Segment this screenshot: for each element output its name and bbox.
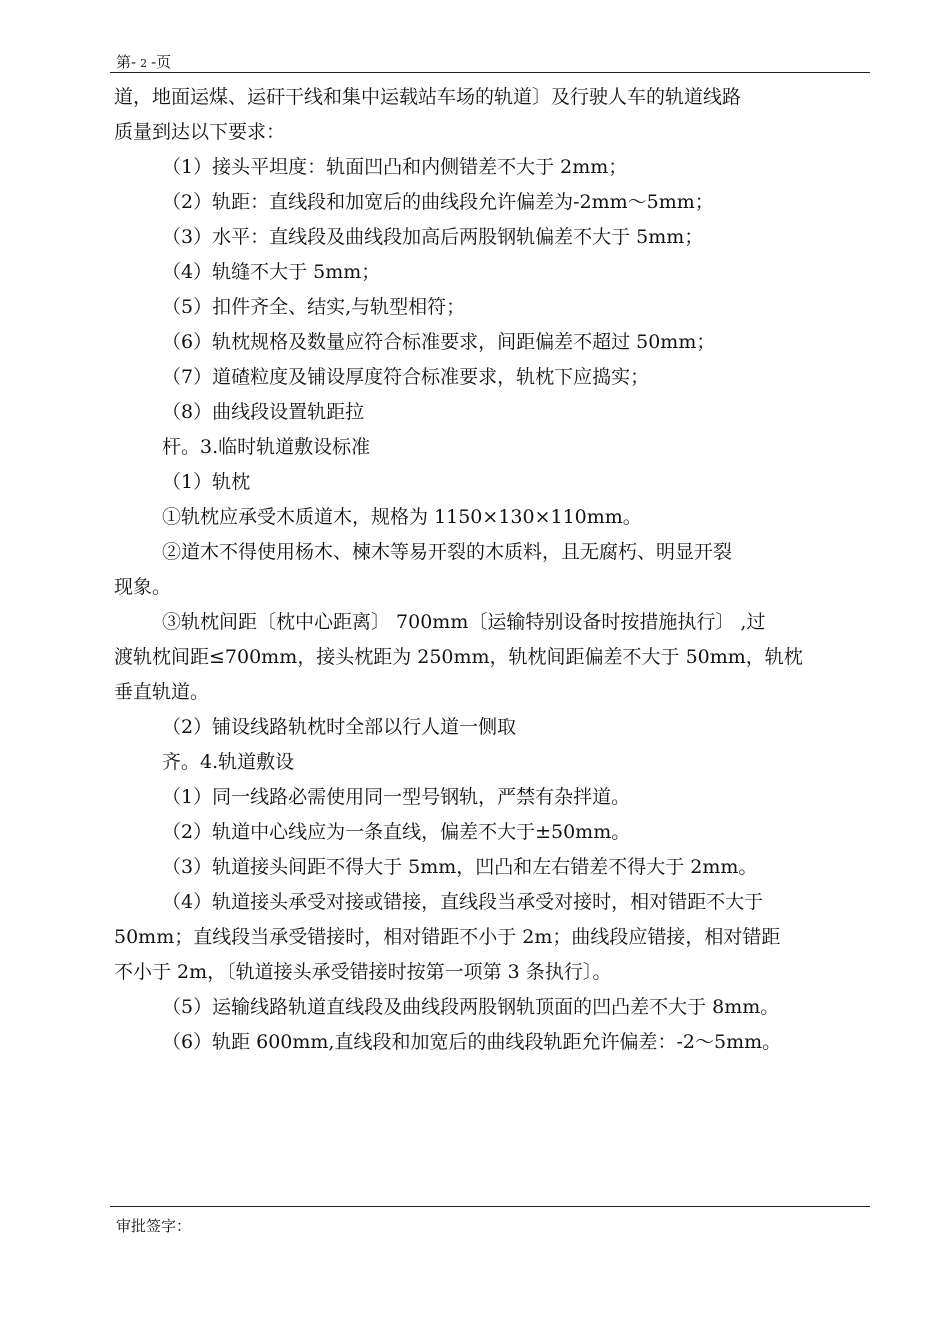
- text-line: （8）曲线段设置轨距拉: [162, 401, 365, 423]
- footer-divider: [110, 1206, 870, 1207]
- text-line: （3）水平：直线段及曲线段加高后两股钢轨偏差不大于 5mm；: [162, 226, 704, 248]
- text-line: 垂直轨道。: [114, 681, 210, 703]
- text-line: 齐。4.轨道敷设: [162, 751, 295, 773]
- text-line: （2）铺设线路轨枕时全部以行人道一侧取: [162, 716, 517, 738]
- text-line: 渡轨枕间距≤700mm，接头枕距为 250mm，轨枕间距偏差不大于 50mm，轨枕: [114, 646, 803, 668]
- page-suffix: -页: [151, 53, 172, 71]
- text-line: 50mm；直线段当承受错接时，相对错距不小于 2m；曲线段应错接，相对错距: [114, 926, 781, 948]
- text-line: 杆。3.临时轨道敷设标准: [162, 436, 371, 458]
- text-line: （6）轨距 600mm,直线段和加宽后的曲线段轨距允许偏差：-2～5mm。: [162, 1031, 782, 1053]
- text-line: （6）轨枕规格及数量应符合标准要求，间距偏差不超过 50mm；: [162, 331, 716, 353]
- page-number: 2: [140, 57, 148, 70]
- text-line: （2）轨道中心线应为一条直线，偏差不大于±50mm。: [162, 821, 631, 843]
- text-line: ①轨枕应承受木质道木，规格为 1150×130×110mm。: [162, 506, 642, 528]
- text-line: ②道木不得使用杨木、楝木等易开裂的木质料，且无腐朽、明显开裂: [162, 541, 733, 563]
- text-line: （4）轨缝不大于 5mm；: [162, 261, 381, 283]
- text-line: （5）运输线路轨道直线段及曲线段两股钢轨顶面的凹凸差不大于 8mm。: [162, 996, 780, 1018]
- text-line: （1）同一线路必需使用同一型号钢轨，严禁有杂拌道。: [162, 786, 631, 808]
- text-line: 不小于 2m，〔轨道接头承受错接时按第一项第 3 条执行〕。: [114, 961, 612, 983]
- text-line: 质量到达以下要求：: [114, 121, 286, 143]
- page-prefix: 第-: [116, 53, 137, 71]
- text-line: （4）轨道接头承受对接或错接，直线段当承受对接时，相对错距不大于: [162, 891, 764, 913]
- text-line: （5）扣件齐全、结实,与轨型相符；: [162, 296, 466, 318]
- text-line: 现象。: [114, 576, 172, 598]
- text-line: （2）轨距：直线段和加宽后的曲线段允许偏差为-2mm～5mm；: [162, 191, 714, 213]
- header-divider: [110, 72, 870, 73]
- text-line: ③轨枕间距〔枕中心距离〕 700mm〔运输特别设备时按措施执行〕 ,过: [162, 611, 766, 633]
- page-header: [116, 52, 171, 74]
- text-line: （3）轨道接头间距不得大于 5mm，凹凸和左右错差不得大于 2mm。: [162, 856, 758, 878]
- document-body: [114, 80, 864, 1060]
- text-line: 道，地面运煤、运矸干线和集中运载站车场的轨道〕及行驶人车的轨道线路: [114, 86, 742, 108]
- approval-signature-label: 审批签字：: [116, 1217, 192, 1235]
- text-line: （1）轨枕: [162, 471, 251, 493]
- text-line: （1）接头平坦度：轨面凹凸和内侧错差不大于 2mm；: [162, 156, 628, 178]
- text-line: （7）道碴粒度及铺设厚度符合标准要求，轨枕下应捣实；: [162, 366, 650, 388]
